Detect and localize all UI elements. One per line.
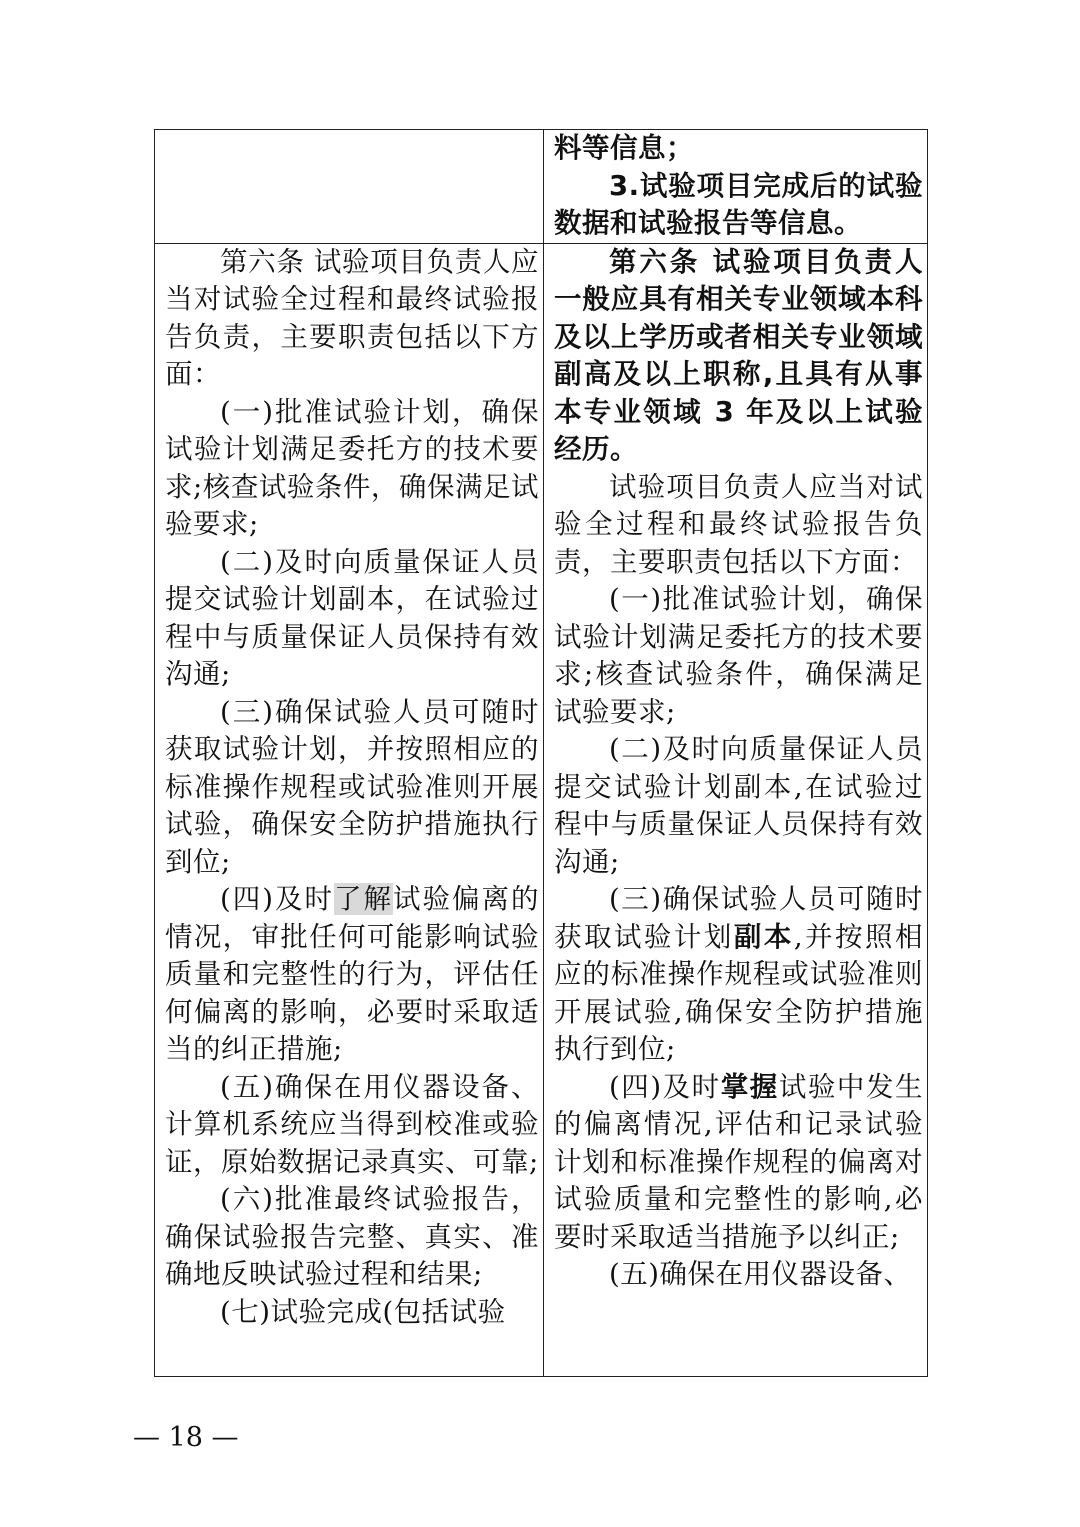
right-item-4-bold: 掌握: [720, 1070, 779, 1103]
right-item-4-post: 试验中发生的偏离情况,评估和记录试验计划和标准操作规程的偏离对试验质量和完整性的影响,必要时采取适当措施予以纠正;: [554, 1070, 924, 1253]
table-row-main: [155, 243, 928, 1376]
right-article-6-heading: 第六条 试验项目负责人一般应具有相关专业领域本科及以上学历或者相关专业领域副高及以上职称,且具有从事本专业领域 3 年及以上试验经历。: [554, 245, 923, 465]
top-right-line-1: 料等信息；: [554, 132, 694, 164]
top-right-cell: [544, 130, 928, 244]
left-item-7: (七)试验完成(包括试验: [220, 1295, 506, 1328]
right-item-3: [554, 881, 923, 1069]
left-item-4: [165, 881, 539, 1069]
right-item-3-bold: 副本: [733, 920, 794, 953]
right-column-cell: [544, 243, 928, 1376]
left-item-4-post: 试验偏离的情况，审批任何可能影响试验质量和完整性的行为，评估任何偏离的影响，必要时采取适当的纠正措施;: [165, 883, 540, 1065]
left-item-4-highlight: 了解: [333, 883, 393, 915]
left-item-4-pre: (四)及时: [220, 883, 334, 915]
right-duties-intro: 试验项目负责人应当对试验全过程和最终试验报告负责，主要职责包括以下方面：: [554, 470, 923, 578]
left-item-3: (三)确保试验人员可随时获取试验计划，并按照相应的标准操作规程或试验准则开展试验，确保安全防护措施执行到位;: [165, 695, 539, 878]
table-row-top: [155, 130, 928, 244]
left-item-1: (一)批准试验计划，确保试验计划满足委托方的技术要求;核查试验条件，确保满足试验要求;: [165, 395, 539, 540]
right-item-1: (一)批准试验计划，确保试验计划满足委托方的技术要求;核查试验条件，确保满足试验要求;: [554, 583, 923, 728]
top-right-line-2: 3.试验项目完成后的试验数据和试验报告等信息。: [554, 169, 923, 239]
right-item-5: (五)确保在用仪器设备、: [609, 1258, 912, 1290]
right-item-4-pre: (四)及时: [609, 1070, 721, 1103]
right-item-2: (二)及时向质量保证人员提交试验计划副本,在试验过程中与质量保证人员保持有效沟通;: [554, 733, 923, 878]
left-item-6: (六)批准最终试验报告，确保试验报告完整、真实、准确地反映试验过程和结果;: [165, 1183, 539, 1290]
left-article-6-heading: 第六条 试验项目负责人应当对试验全过程和最终试验报告负责，主要职责包括以下方面：: [165, 245, 539, 390]
comparison-table: [154, 129, 928, 1377]
left-item-5: (五)确保在用仪器设备、计算机系统应当得到校准或验证，原始数据记录真实、可靠;: [165, 1070, 539, 1178]
right-item-4: [554, 1069, 923, 1257]
top-left-cell: [155, 130, 544, 244]
left-item-2: (二)及时向质量保证人员提交试验计划副本，在试验过程中与质量保证人员保持有效沟通;: [165, 545, 539, 690]
right-item-3-post: ,并按照相应的标准操作规程或试验准则开展试验,确保安全防护措施执行到位;: [554, 920, 924, 1065]
right-item-3-pre: (三)确保试验人员可随时获取试验计划: [554, 883, 923, 953]
left-column-cell: [155, 243, 544, 1376]
page-number: — 18 —: [133, 1422, 239, 1453]
